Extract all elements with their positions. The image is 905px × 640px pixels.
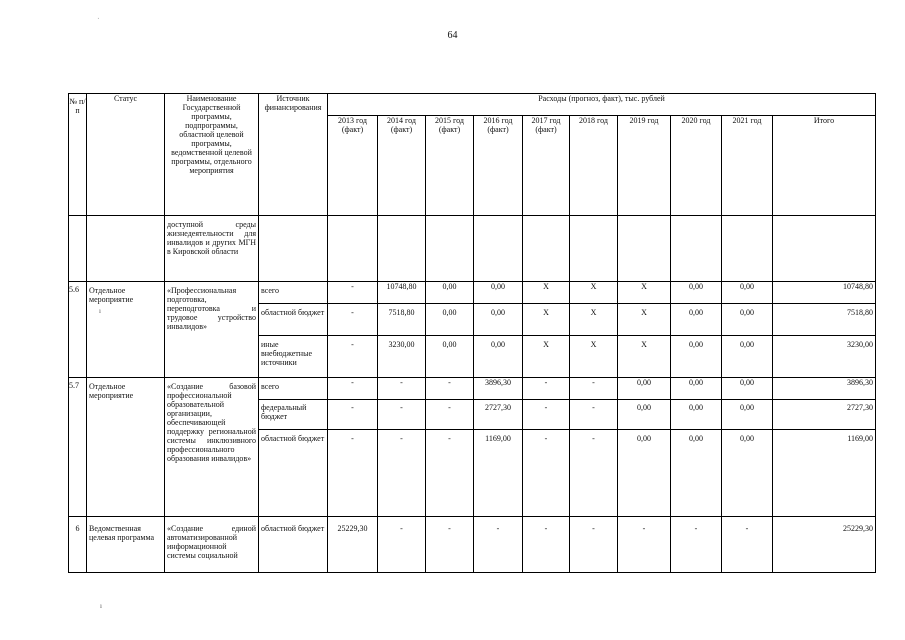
header-year: 2017 год (факт) bbox=[523, 116, 570, 216]
cell-value: - bbox=[618, 517, 671, 573]
cell-value: 10748,80 bbox=[378, 282, 426, 304]
table-row bbox=[69, 378, 876, 400]
cell-value: - bbox=[570, 400, 618, 430]
cell-value: - bbox=[523, 400, 570, 430]
cell-value: Х bbox=[523, 282, 570, 304]
continuation-row bbox=[69, 216, 876, 282]
source-label: областной бюджет bbox=[259, 517, 328, 573]
cell-value: - bbox=[570, 430, 618, 517]
cell-value: - bbox=[523, 378, 570, 400]
table-row bbox=[69, 282, 876, 304]
cell-value: 2727,30 bbox=[474, 400, 523, 430]
cell-value: - bbox=[722, 517, 773, 573]
cell-total: 10748,80 bbox=[773, 282, 876, 304]
cell-value: 0,00 bbox=[426, 282, 474, 304]
cell-value: 0,00 bbox=[722, 400, 773, 430]
header-year: 2013 год (факт) bbox=[328, 116, 378, 216]
cell-value: Х bbox=[523, 336, 570, 378]
cell-value: 7518,80 bbox=[378, 304, 426, 336]
header-year: 2021 год bbox=[722, 116, 773, 216]
source-label: всего bbox=[259, 282, 328, 304]
row-program-name: «Создание базовой профессиональной образовательной организации, обеспечивающей поддержку региональной системы инклюзивного профессионального образования инвалидов» bbox=[165, 378, 259, 517]
cell-value: - bbox=[426, 430, 474, 517]
cell-value: 0,00 bbox=[474, 336, 523, 378]
cell-value: 0,00 bbox=[671, 304, 722, 336]
cell-value: 0,00 bbox=[722, 378, 773, 400]
header-year: 2016 год (факт) bbox=[474, 116, 523, 216]
header-expenses: Расходы (прогноз, факт), тыс. рублей bbox=[328, 94, 876, 116]
cell-value: - bbox=[570, 517, 618, 573]
scan-mark: ˈ bbox=[97, 17, 100, 25]
header-total: Итого bbox=[773, 116, 876, 216]
cell-value: 0,00 bbox=[426, 336, 474, 378]
scan-mark: ı bbox=[100, 602, 102, 610]
cell-value: 0,00 bbox=[722, 336, 773, 378]
cell-value: - bbox=[378, 400, 426, 430]
cell-value: - bbox=[328, 378, 378, 400]
header-year: 2014 год (факт) bbox=[378, 116, 426, 216]
header-status: Статус bbox=[87, 94, 165, 216]
source-label: федеральный бюджет bbox=[259, 400, 328, 430]
cell-value: - bbox=[378, 430, 426, 517]
cell-value: - bbox=[328, 336, 378, 378]
scan-mark: ı bbox=[99, 307, 101, 315]
cell-value: Х bbox=[618, 304, 671, 336]
header-source: Источник финансирования bbox=[259, 94, 328, 216]
cell-value: 0,00 bbox=[671, 430, 722, 517]
row-status: Отдельное мероприятие bbox=[87, 378, 165, 517]
cell-value: - bbox=[426, 378, 474, 400]
cell-value: - bbox=[328, 400, 378, 430]
cell-value: 0,00 bbox=[671, 378, 722, 400]
cell-value: - bbox=[328, 430, 378, 517]
cell-total: 1169,00 bbox=[773, 430, 876, 517]
header-no: № п/п bbox=[69, 94, 87, 216]
cell-value: - bbox=[523, 517, 570, 573]
row-program-name: «Профессиональная подготовка, переподготовка и трудовое устройство инвалидов» bbox=[165, 282, 259, 378]
row-status: Ведомственная целевая программа bbox=[87, 517, 165, 573]
cell-value: - bbox=[426, 517, 474, 573]
source-label: областной бюджет bbox=[259, 304, 328, 336]
row-program-name: «Создание единой автоматизированной информационной системы социальной bbox=[165, 517, 259, 573]
cell-total: 3230,00 bbox=[773, 336, 876, 378]
cell-value: 0,00 bbox=[426, 304, 474, 336]
continuation-text: доступной среды жизнедеятельности для инвалидов и других МГН в Кировской области bbox=[165, 216, 259, 282]
cell-value: 1169,00 bbox=[474, 430, 523, 517]
header-year: 2015 год (факт) bbox=[426, 116, 474, 216]
cell-value: 0,00 bbox=[618, 378, 671, 400]
cell-value: - bbox=[378, 517, 426, 573]
source-label: иные внебюджетные источники bbox=[259, 336, 328, 378]
cell-value: - bbox=[328, 282, 378, 304]
cell-value: - bbox=[426, 400, 474, 430]
cell-value: 25229,30 bbox=[328, 517, 378, 573]
header-program-name: Наименование Государственной программы, подпрограммы, областной целевой программы, ведомственной целевой программы, отдельного мероприятия bbox=[165, 94, 259, 216]
source-label: областной бюджет bbox=[259, 430, 328, 517]
cell-value: - bbox=[570, 378, 618, 400]
cell-value: - bbox=[378, 378, 426, 400]
cell-value: 0,00 bbox=[722, 430, 773, 517]
table-row bbox=[69, 517, 876, 573]
cell-value: 0,00 bbox=[671, 336, 722, 378]
header-row bbox=[69, 94, 876, 116]
cell-value: - bbox=[328, 304, 378, 336]
cell-value: 0,00 bbox=[618, 400, 671, 430]
cell-value: 0,00 bbox=[671, 400, 722, 430]
cell-value: 0,00 bbox=[474, 304, 523, 336]
cell-value: 0,00 bbox=[722, 304, 773, 336]
cell-value: 0,00 bbox=[618, 430, 671, 517]
cell-total: 2727,30 bbox=[773, 400, 876, 430]
row-number: 5.6 bbox=[69, 282, 87, 378]
cell-value: Х bbox=[570, 282, 618, 304]
cell-value: 0,00 bbox=[722, 282, 773, 304]
cell-value: Х bbox=[570, 336, 618, 378]
cell-value: Х bbox=[618, 282, 671, 304]
cell-value: 0,00 bbox=[474, 282, 523, 304]
row-number: 6 bbox=[69, 517, 87, 573]
header-year: 2019 год bbox=[618, 116, 671, 216]
cell-value: Х bbox=[570, 304, 618, 336]
cell-total: 7518,80 bbox=[773, 304, 876, 336]
cell-value: Х bbox=[618, 336, 671, 378]
cell-value: Х bbox=[523, 304, 570, 336]
cell-value: - bbox=[671, 517, 722, 573]
header-year: 2020 год bbox=[671, 116, 722, 216]
header-year: 2018 год bbox=[570, 116, 618, 216]
cell-value: 3896,30 bbox=[474, 378, 523, 400]
cell-value: 0,00 bbox=[671, 282, 722, 304]
row-status: Отдельное мероприятие bbox=[87, 282, 165, 378]
cell-value: - bbox=[474, 517, 523, 573]
source-label: всего bbox=[259, 378, 328, 400]
cell-total: 3896,30 bbox=[773, 378, 876, 400]
expenses-table bbox=[68, 93, 876, 573]
page-number: 64 bbox=[447, 30, 458, 41]
cell-value: 3230,00 bbox=[378, 336, 426, 378]
cell-total: 25229,30 bbox=[773, 517, 876, 573]
cell-value: - bbox=[523, 430, 570, 517]
row-number: 5.7 bbox=[69, 378, 87, 517]
